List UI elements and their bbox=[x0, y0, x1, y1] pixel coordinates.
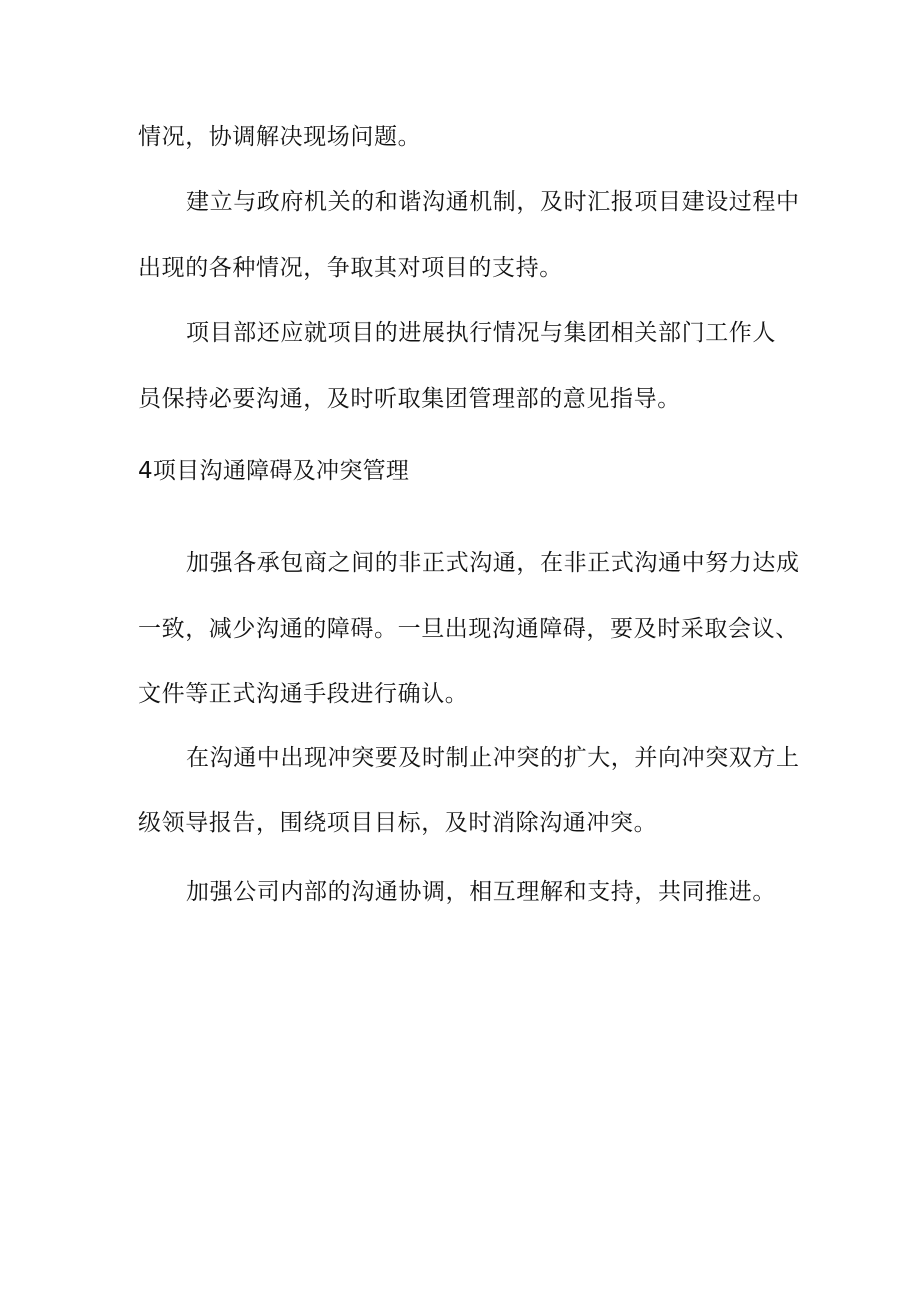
paragraph-line: 加强各承包商之间的非正式沟通，在非正式沟通中努力达成 bbox=[186, 550, 800, 576]
paragraph-line: 文件等正式沟通手段进行确认。 bbox=[138, 681, 469, 707]
paragraph-line: 级领导报告，围绕项目目标，及时消除沟通冲突。 bbox=[138, 810, 658, 836]
paragraph-line: 情况，协调解决现场问题。 bbox=[138, 124, 422, 150]
paragraph-line: 加强公司内部的沟通协调，相互理解和支持，共同推进。 bbox=[186, 879, 776, 905]
paragraph-line: 在沟通中出现冲突要及时制止冲突的扩大，并向冲突双方上 bbox=[186, 745, 800, 771]
paragraph-line: 一致，减少沟通的障碍。一旦出现沟通障碍，要及时采取会议、 bbox=[138, 616, 799, 642]
paragraph-line: 员保持必要沟通，及时听取集团管理部的意见指导。 bbox=[138, 386, 681, 412]
paragraph-line: 出现的各种情况，争取其对项目的支持。 bbox=[138, 255, 563, 281]
section-heading: 4项目沟通障碍及冲突管理 bbox=[138, 458, 410, 484]
paragraph-line: 项目部还应就项目的进展执行情况与集团相关部门工作人 bbox=[186, 320, 776, 346]
paragraph-line: 建立与政府机关的和谐沟通机制，及时汇报项目建设过程中 bbox=[186, 189, 800, 215]
